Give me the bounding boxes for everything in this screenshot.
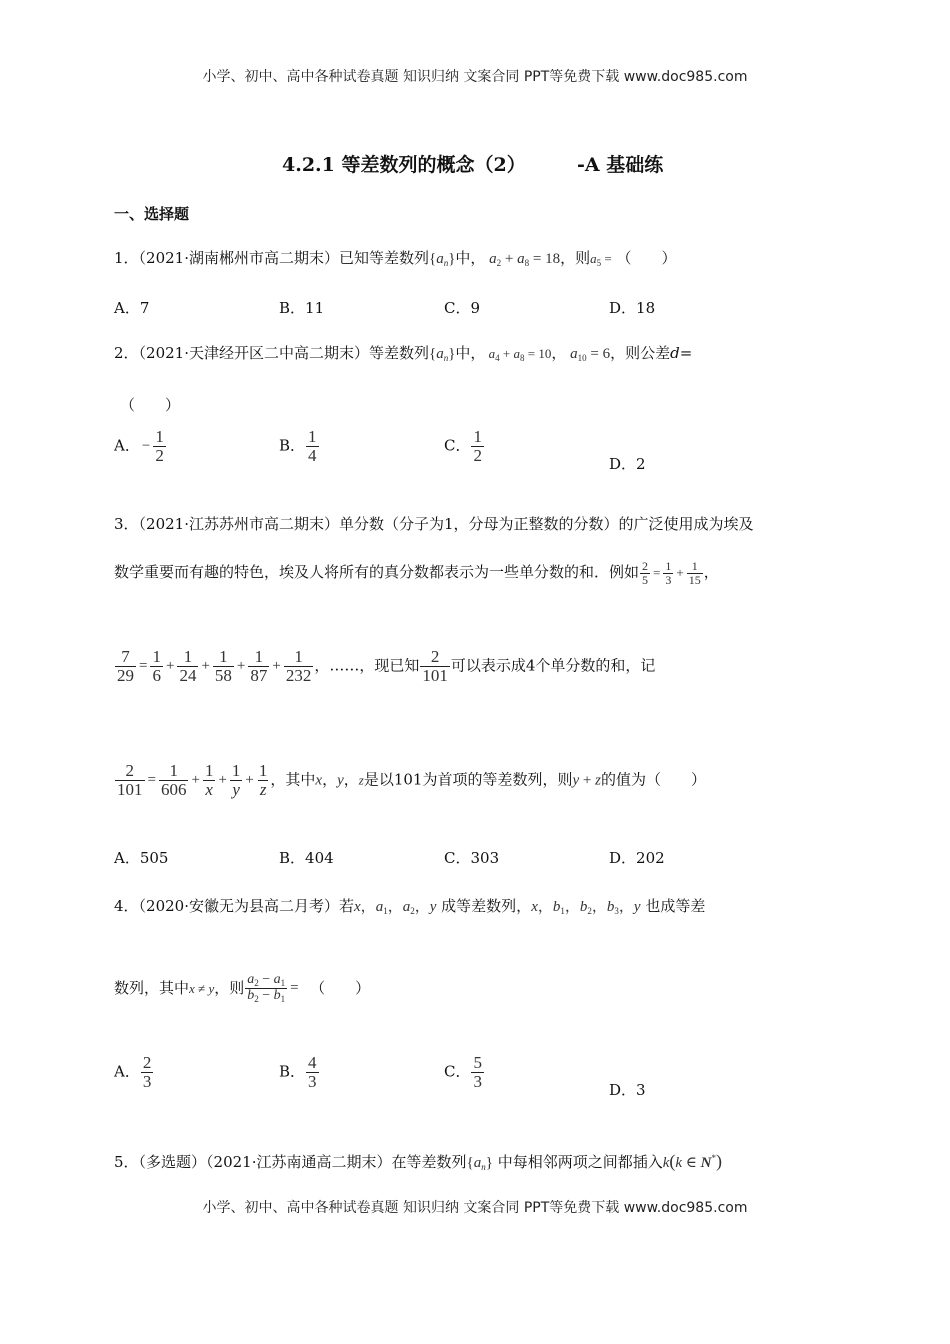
- q2-condition-2: $a_{10} = 6$: [570, 346, 611, 363]
- q2-option-a[interactable]: A． − $\frac{1}{2}$: [114, 427, 164, 465]
- q2-stem: 2．（2021·天津经开区二中高二期末）等差数列: [114, 344, 429, 362]
- q2-option-b[interactable]: B． $\frac{1}{4}$: [279, 427, 317, 465]
- q1-option-d[interactable]: D．18: [609, 299, 656, 317]
- q3-option-d[interactable]: D．202: [609, 849, 665, 867]
- question-1: [114, 247, 677, 268]
- q4-option-c[interactable]: C． $\frac{5}{3}$: [444, 1053, 482, 1091]
- q2-sequence: $\{a_n\}$: [429, 346, 456, 363]
- page-title: 4.2.1 等差数列的概念（2）: [282, 154, 526, 176]
- page-footer: 小学、初中、高中各种试卷真题 知识归纳 文案合同 PPT等免费下载 www.doc985.com: [202, 1200, 748, 1216]
- section-heading: 一、选择题: [114, 205, 190, 223]
- q2-option-c[interactable]: C． $\frac{1}{2}$: [444, 427, 482, 465]
- q1-blank: （ ）: [616, 249, 677, 267]
- q2-mid: 中，: [455, 344, 486, 362]
- q4-option-d[interactable]: D．3: [609, 1081, 646, 1099]
- q3-option-a[interactable]: A．505: [114, 849, 169, 867]
- q1-option-c[interactable]: C．9: [444, 299, 481, 317]
- q4-option-a[interactable]: A． $\frac{2}{3}$: [114, 1053, 152, 1091]
- q1-then: ，则: [560, 249, 591, 267]
- page-subtitle: -A 基础练: [577, 154, 664, 176]
- q1-mid: 中，: [455, 249, 486, 267]
- q1-stem: 1．（2021·湖南郴州市高二期末）已知等差数列: [114, 249, 429, 267]
- q1-option-a[interactable]: A．7: [114, 299, 150, 317]
- q1-condition: $a_2 + a_8 = 18$: [489, 251, 561, 268]
- q3-option-c[interactable]: C．303: [444, 849, 500, 867]
- question-5: 5．（多选题）（2021·江苏南通高二期末）在等差数列$\{a_n\}$ 中每相邻两项之间都插入k(k ∈ N*): [114, 1151, 722, 1172]
- q3-line-4: $\frac{2}{101}$ = $\frac{1}{606}$ + $\frac{1}{x}$ + $\frac{1}{y}$ + $\frac{1}{z}$ ，其中x，y，z是以101为首项的等差数列，则y + z的值为（ ）: [117, 761, 706, 799]
- q3-line-1: 3．（2021·江苏苏州市高二期末）单分数（分子为1，分母为正整数的分数）的广泛使用成为埃及: [114, 515, 754, 533]
- q4-line-2: 数列，其中x ≠ y，则 $\frac{a_2 - a_1}{b_2 - b_1}$ = （ ）: [114, 972, 371, 1005]
- q3-option-b[interactable]: B．404: [279, 849, 334, 867]
- q1-option-b[interactable]: B．11: [279, 299, 325, 317]
- q2-condition-1: $a_4 + a_8 = 10$: [488, 346, 552, 363]
- question-4: 4．（2020·安徽无为县高二月考）若x，$a_1$，$a_2$，y 成等差数列，x，$b_1$，$b_2$，$b_3$，y 也成等差: [114, 897, 706, 916]
- question-2: 2．（2021·天津经开区二中高二期末）等差数列$\{a_n\}$中， $a_4 + a_8 = 10$， $a_{10} = 6$，则公差d=: [114, 344, 693, 363]
- q2-blank: （ ）: [120, 396, 181, 414]
- q2-d: d=: [670, 344, 693, 362]
- q3-line-3: $\frac{7}{29}$ = $\frac{1}{6}$ + $\frac{1}{24}$ + $\frac{1}{58}$ + $\frac{1}{87}$ + $\frac{1}{232}$ ，……，现已知 $\frac{2}{101}$ 可以表示成4个单分数的和，记: [117, 647, 656, 685]
- q1-target: $a_5$ =: [590, 251, 612, 268]
- q3-line-2: 数学重要而有趣的特色，埃及人将所有的真分数都表示为一些单分数的和．例如 $\frac{2}{5}$ = $\frac{1}{3}$ + $\frac{1}{15}$ ，: [114, 559, 719, 587]
- q4-option-b[interactable]: B． $\frac{4}{3}$: [279, 1053, 317, 1091]
- q1-sequence: $\{a_n\}$: [429, 251, 456, 268]
- q2-option-d[interactable]: D．2: [609, 455, 646, 473]
- page-header: 小学、初中、高中各种试卷真题 知识归纳 文案合同 PPT等免费下载 www.doc985.com: [202, 69, 748, 85]
- q2-tail: ，则公差: [610, 344, 671, 362]
